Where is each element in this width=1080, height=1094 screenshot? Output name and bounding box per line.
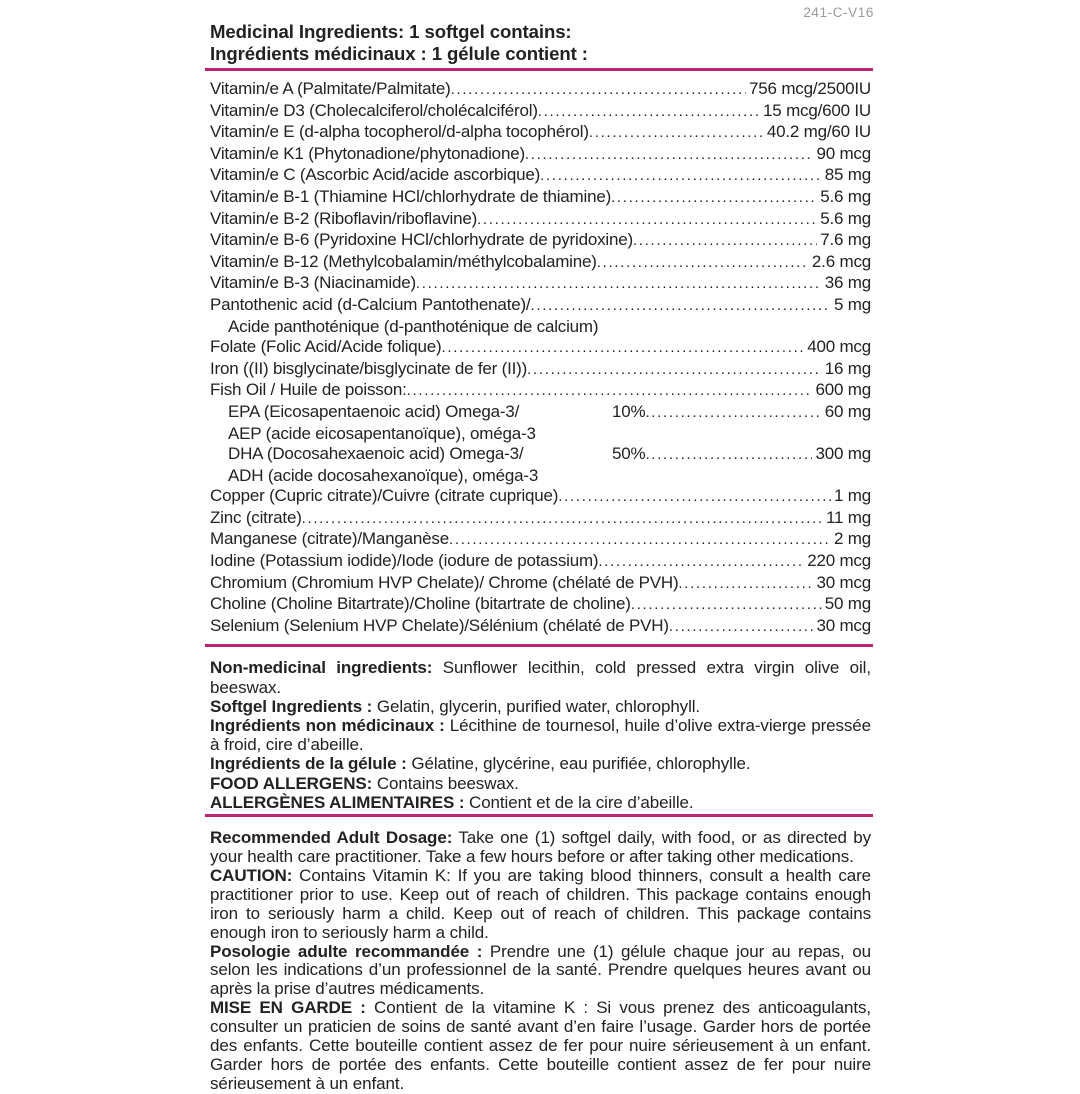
paragraph: MISE EN GARDE : Contient de la vitamine K : Si vous prenez des anticoagulants, consulter un praticien de soins de santé avant d’en faire l’usage. Garder hors de portée des enfants. Cette bouteille contient assez de fer pour nuire sérieusement à un enfant. Garder hors de portée des enfants. Cette bouteille contient assez de fer pour nuire sérieusement à un enfant. xyxy=(210,998,871,1093)
ingredient-percent: 10% xyxy=(612,401,646,421)
ingredient-name: Iron ((II) bisglycinate/bisglycinate de fer (II)) xyxy=(210,358,528,378)
leader-dots xyxy=(449,529,831,551)
header-title-fr: Ingrédients médicinaux : 1 gélule contient : xyxy=(210,42,588,64)
ingredient-value: 2.6 mcg xyxy=(811,251,871,271)
leader-dots xyxy=(669,616,814,638)
header-title-en: Medicinal Ingredients: 1 softgel contains: xyxy=(210,21,572,42)
ingredient-row xyxy=(210,122,871,144)
ingredient-name: Iodine (Potassium iodide)/Iode (iodure de potassium) xyxy=(210,551,599,571)
ingredient-name: Vitamin/e K1 (Phytonadione/phytonadione) xyxy=(210,143,525,163)
paragraph: FOOD ALLERGENS: Contains beeswax. xyxy=(210,773,519,793)
ingredient-value: 85 mg xyxy=(824,165,871,185)
ingredient-row xyxy=(210,466,871,487)
ingredient-name: Vitamin/e B-2 (Riboflavin/riboflavine) xyxy=(210,208,478,228)
paragraph-label: Softgel Ingredients : xyxy=(210,696,373,716)
version-code: 241-C-V16 xyxy=(803,5,874,20)
ingredient-row xyxy=(210,317,871,338)
ingredient-row xyxy=(210,252,871,274)
leader-dots xyxy=(525,144,814,166)
paragraph-label: ALLERGÈNES ALIMENTAIRES : xyxy=(210,792,465,812)
paragraph: ALLERGÈNES ALIMENTAIRES : Contient et de la cire d’abeille. xyxy=(210,792,694,812)
divider-rule-top xyxy=(205,68,873,71)
leader-dots xyxy=(407,380,813,402)
ingredient-value: 50 mg xyxy=(824,594,871,614)
paragraph-label: MISE EN GARDE : xyxy=(210,998,366,1018)
divider-rule-bottom xyxy=(205,814,873,817)
ingredient-name: Pantothenic acid (d-Calcium Pantothenate)/ xyxy=(210,294,531,314)
ingredient-name: AEP (acide eicosapentanoïque), oméga-3 xyxy=(228,423,536,443)
ingredient-name: Copper (Cupric citrate)/Cuivre (citrate cuprique) xyxy=(210,486,559,506)
ingredient-row xyxy=(210,424,871,445)
ingredient-row xyxy=(210,551,871,573)
ingredient-name: Choline (Choline Bitartrate)/Choline (bitartrate de choline) xyxy=(210,594,631,614)
ingredient-row xyxy=(210,380,871,402)
ingredient-value: 7.6 mg xyxy=(820,230,871,250)
ingredient-name: EPA (Eicosapentaenoic acid) Omega-3/ xyxy=(228,401,520,421)
ingredient-name: Vitamin/e A (Palmitate/Palmitate) xyxy=(210,79,451,98)
ingredient-row xyxy=(210,295,871,317)
ingredient-name: Vitamin/e B-3 (Niacinamide) xyxy=(210,273,416,293)
medicinal-ingredients-header xyxy=(210,21,871,64)
ingredient-name: Vitamin/e B-1 (Thiamine HCl/chlorhydrate de thiamine) xyxy=(210,186,612,206)
ingredient-row xyxy=(210,101,871,123)
ingredient-value: 2 mg xyxy=(834,529,871,549)
paragraph-label: Ingrédients non médicinaux : xyxy=(210,716,445,736)
paragraph-label: Ingrédients de la gélule : xyxy=(210,754,407,774)
paragraph-label: CAUTION: xyxy=(210,865,293,885)
ingredient-row xyxy=(210,594,871,616)
ingredient-name: Manganese (citrate)/Manganèse xyxy=(210,529,449,549)
ingredient-percent: 50% xyxy=(612,444,646,464)
leader-dots xyxy=(540,165,822,187)
ingredient-value: 1 mg xyxy=(834,486,871,506)
leader-dots xyxy=(442,337,805,359)
ingredient-value: 600 mg xyxy=(815,380,871,400)
leader-dots xyxy=(645,444,812,466)
paragraph: Non-medicinal ingredients: Sunflower lecithin, cold pressed extra virgin olive oil, beeswax. xyxy=(210,658,871,697)
ingredient-name: Chromium (Chromium HVP Chelate)/ Chrome (chélaté de PVH) xyxy=(210,572,679,592)
leader-dots xyxy=(631,594,822,616)
ingredient-row xyxy=(210,444,871,466)
ingredient-value: 60 mg xyxy=(824,401,871,421)
ingredient-value: 16 mg xyxy=(824,358,871,378)
paragraph-label: Non-medicinal ingredients: xyxy=(210,658,433,678)
ingredient-value: 40.2 mg/60 IU xyxy=(766,122,871,142)
leader-dots xyxy=(678,573,813,595)
ingredient-row xyxy=(210,486,871,508)
ingredient-row xyxy=(210,230,871,252)
ingredient-name: Fish Oil / Huile de poisson: xyxy=(210,380,407,400)
ingredient-value: 15 mcg/600 IU xyxy=(763,100,871,120)
ingredient-row xyxy=(210,273,871,295)
paragraph-label: Recommended Adult Dosage: xyxy=(210,828,453,848)
leader-dots xyxy=(302,508,823,530)
paragraph-label: FOOD ALLERGENS: xyxy=(210,773,373,793)
ingredient-name: DHA (Docosahexaenoic acid) Omega-3/ xyxy=(228,444,524,464)
leader-dots xyxy=(530,295,831,317)
ingredient-row xyxy=(210,337,871,359)
leader-dots xyxy=(538,101,760,123)
ingredient-row xyxy=(210,359,871,381)
paragraph: Ingrédients non médicinaux : Lécithine de tournesol, huile d’olive extra-vierge pressée à froid, cire d’abeille. xyxy=(210,716,871,755)
ingredient-name: Vitamin/e B-12 (Methylcobalamin/méthylcobalamine) xyxy=(210,251,597,271)
ingredient-row xyxy=(210,616,871,638)
paragraph: Ingrédients de la gélule : Gélatine, glycérine, eau purifiée, chlorophylle. xyxy=(210,754,751,774)
leader-dots xyxy=(527,359,822,381)
ingredients-table xyxy=(210,79,871,637)
ingredient-row xyxy=(210,573,871,595)
leader-dots xyxy=(558,486,831,508)
ingredient-row xyxy=(210,402,871,424)
ingredient-value: 36 mg xyxy=(824,273,871,293)
ingredient-row xyxy=(210,209,871,231)
leader-dots xyxy=(477,209,817,231)
ingredient-name: Vitamin/e B-6 (Pyridoxine HCl/chlorhydrate de pyridoxine) xyxy=(210,230,633,250)
ingredient-name: Vitamin/e D3 (Cholecalciferol/cholécalciférol) xyxy=(210,100,538,120)
ingredient-value: 5 mg xyxy=(834,294,871,314)
paragraph: Recommended Adult Dosage: Take one (1) softgel daily, with food, or as directed by your health care practitioner. Take a few hours before or after taking other medications. xyxy=(210,828,871,866)
ingredient-row xyxy=(210,79,871,101)
ingredient-name: ADH (acide docosahexanoïque), oméga-3 xyxy=(228,465,539,485)
leader-dots xyxy=(589,122,764,144)
ingredient-row xyxy=(210,144,871,166)
ingredient-name: Zinc (citrate) xyxy=(210,507,302,527)
ingredient-value: 5.6 mg xyxy=(820,208,871,228)
ingredient-row xyxy=(210,529,871,551)
paragraph: Posologie adulte recommandée : Prendre une (1) gélule chaque jour au repas, ou selon les indications d’un professionnel de la santé. Prendre quelques heures avant ou après la prise d’autres médicaments. xyxy=(210,941,871,999)
label-content xyxy=(210,21,871,1094)
leader-dots xyxy=(451,79,746,101)
ingredient-value: 30 mcg xyxy=(816,615,871,635)
paragraph: CAUTION: Contains Vitamin K: If you are taking blood thinners, consult a health care practitioner prior to use. Keep out of reach of children. This package contains enough iron to seriously harm a child. Keep out of reach of children. This package contains enough iron to seriously harm a child. xyxy=(210,865,871,942)
paragraph: Softgel Ingredients : Gelatin, glycerin, purified water, chlorophyll. xyxy=(210,696,701,716)
leader-dots xyxy=(597,252,809,274)
ingredient-value: 756 mcg/2500IU xyxy=(749,79,871,98)
ingredient-value: 220 mcg xyxy=(807,551,871,571)
ingredient-row xyxy=(210,508,871,530)
ingredient-name: Vitamin/e C (Ascorbic Acid/acide ascorbique) xyxy=(210,165,541,185)
ingredient-value: 400 mcg xyxy=(807,337,871,357)
ingredient-name: Selenium (Selenium HVP Chelate)/Sélénium (chélaté de PVH) xyxy=(210,615,669,635)
dosage-caution-section xyxy=(210,829,871,1094)
divider-rule-middle xyxy=(205,644,873,647)
ingredient-value: 90 mcg xyxy=(816,143,871,163)
leader-dots xyxy=(598,551,804,573)
leader-dots xyxy=(611,187,817,209)
ingredient-row xyxy=(210,187,871,209)
ingredient-value: 30 mcg xyxy=(816,572,871,592)
leader-dots xyxy=(416,273,822,295)
ingredient-value: 5.6 mg xyxy=(820,186,871,206)
leader-dots xyxy=(645,402,821,424)
non-medicinal-section xyxy=(210,658,871,812)
ingredient-value: 11 mg xyxy=(826,507,871,527)
paragraph-label: Posologie adulte recommandée : xyxy=(210,941,483,961)
ingredient-name: Acide panthoténique (d-panthoténique de calcium) xyxy=(228,316,599,336)
ingredient-value: 300 mg xyxy=(815,444,871,464)
ingredient-name: Folate (Folic Acid/Acide folique) xyxy=(210,337,442,357)
leader-dots xyxy=(633,230,817,252)
ingredient-row xyxy=(210,165,871,187)
ingredient-name: Vitamin/e E (d-alpha tocopherol/d-alpha tocophérol) xyxy=(210,122,589,142)
